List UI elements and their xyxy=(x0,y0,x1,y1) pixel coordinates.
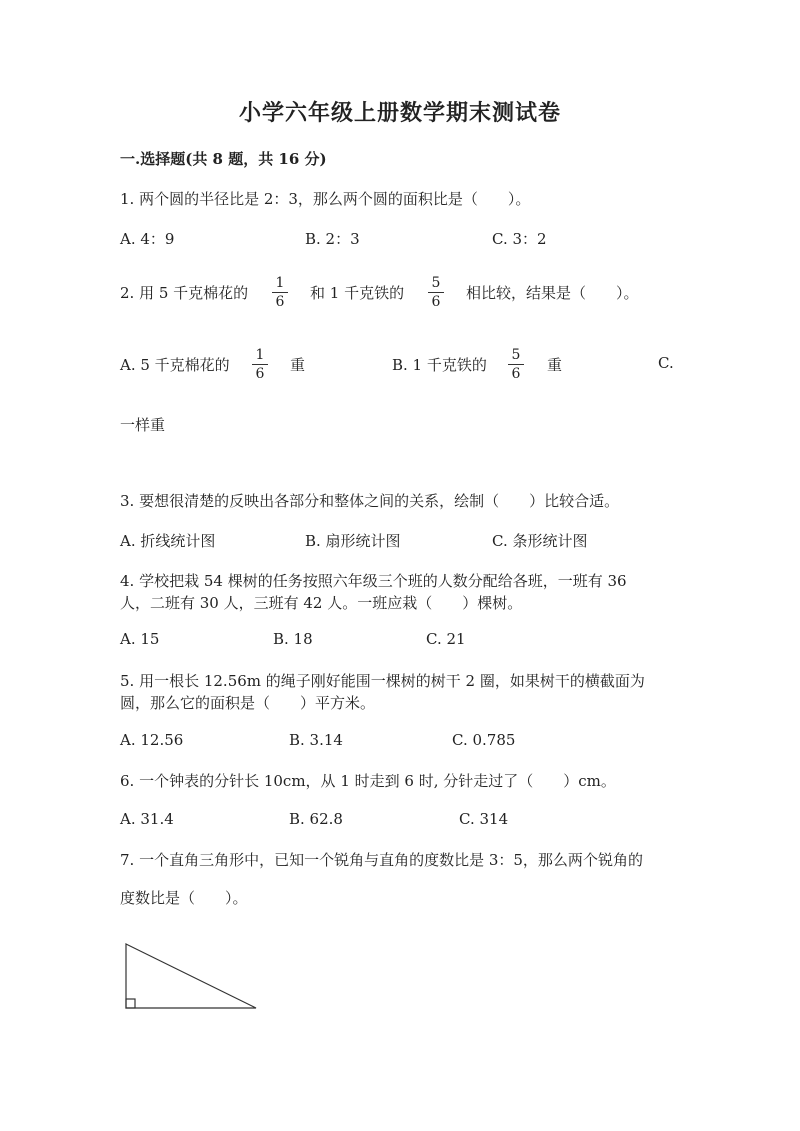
q2-fraction-2 xyxy=(425,275,447,310)
section-heading: 一.选择题(共 8 题，共 16 分) xyxy=(120,150,327,168)
q2-option-a-suffix: 重 xyxy=(290,356,306,374)
q2-text-part3: 相比较，结果是（ ）。 xyxy=(466,284,639,302)
right-triangle-figure xyxy=(120,938,260,1014)
question-6: 6. 一个钟表的分针长 10cm，从 1 时走到 6 时, 分针走过了（ ）cm。 xyxy=(120,772,616,790)
fraction-denominator: 6 xyxy=(431,294,441,310)
q1-option-c: C. 3：2 xyxy=(492,230,547,248)
question-3: 3. 要想很清楚的反映出各部分和整体之间的关系，绘制（ ）比较合适。 xyxy=(120,492,620,510)
q4-option-b: B. 18 xyxy=(273,630,313,648)
question-1: 1. 两个圆的半径比是 2：3，那么两个圆的面积比是（ ）。 xyxy=(120,190,531,208)
q2-option-c-text: 一样重 xyxy=(120,416,166,434)
fraction-numerator: 1 xyxy=(255,347,265,363)
fraction-denominator: 6 xyxy=(255,366,265,382)
question-4-line-1: 4. 学校把栽 54 棵树的任务按照六年级三个班的人数分配给各班，一班有 36 xyxy=(120,572,627,590)
fraction-denominator: 6 xyxy=(275,294,285,310)
q5-option-b: B. 3.14 xyxy=(289,731,343,749)
q5-option-c: C. 0.785 xyxy=(452,731,516,749)
fraction-numerator: 5 xyxy=(511,347,521,363)
question-5-line-2: 圆，那么它的面积是（ ）平方米。 xyxy=(120,694,376,712)
fraction-bar xyxy=(428,292,444,293)
q3-option-a: A. 折线统计图 xyxy=(120,532,216,550)
q5-option-a: A. 12.56 xyxy=(120,731,184,749)
q6-option-a: A. 31.4 xyxy=(120,810,174,828)
question-7-line-2: 度数比是（ ）。 xyxy=(120,889,248,907)
question-4-line-2: 人，二班有 30 人，三班有 42 人。一班应栽（ ）棵树。 xyxy=(120,594,523,612)
q1-option-a: A. 4：9 xyxy=(120,230,175,248)
q1-option-b: B. 2：3 xyxy=(305,230,360,248)
question-7-line-1: 7. 一个直角三角形中，已知一个锐角与直角的度数比是 3：5，那么两个锐角的 xyxy=(120,851,643,869)
q2-text-part2: 和 1 千克铁的 xyxy=(310,284,405,302)
q4-option-a: A. 15 xyxy=(120,630,160,648)
q2-option-a: A. 5 千克棉花的 xyxy=(120,356,230,374)
triangle-outline xyxy=(126,944,256,1008)
fraction-numerator: 5 xyxy=(431,275,441,291)
q6-option-b: B. 62.8 xyxy=(289,810,343,828)
fraction-denominator: 6 xyxy=(511,366,521,382)
fraction-bar xyxy=(272,292,288,293)
q2-text-part1: 2. 用 5 千克棉花的 xyxy=(120,284,249,302)
page-title: 小学六年级上册数学期末测试卷 xyxy=(238,100,561,126)
fraction-bar xyxy=(252,364,268,365)
q2-option-b-suffix: 重 xyxy=(547,356,563,374)
q4-option-c: C. 21 xyxy=(426,630,466,648)
q2-option-c: C. xyxy=(658,354,674,372)
q2-option-a-fraction xyxy=(249,347,271,382)
q2-option-b-fraction xyxy=(505,347,527,382)
q3-option-b: B. 扇形统计图 xyxy=(305,532,401,550)
q2-fraction-1 xyxy=(269,275,291,310)
right-angle-mark xyxy=(126,999,135,1008)
question-5-line-1: 5. 用一根长 12.56m 的绳子刚好能围一棵树的树干 2 圈，如果树干的横截面为 xyxy=(120,672,645,690)
fraction-bar xyxy=(508,364,524,365)
q2-option-b: B. 1 千克铁的 xyxy=(392,356,487,374)
q6-option-c: C. 314 xyxy=(459,810,509,828)
q3-option-c: C. 条形统计图 xyxy=(492,532,588,550)
fraction-numerator: 1 xyxy=(275,275,285,291)
